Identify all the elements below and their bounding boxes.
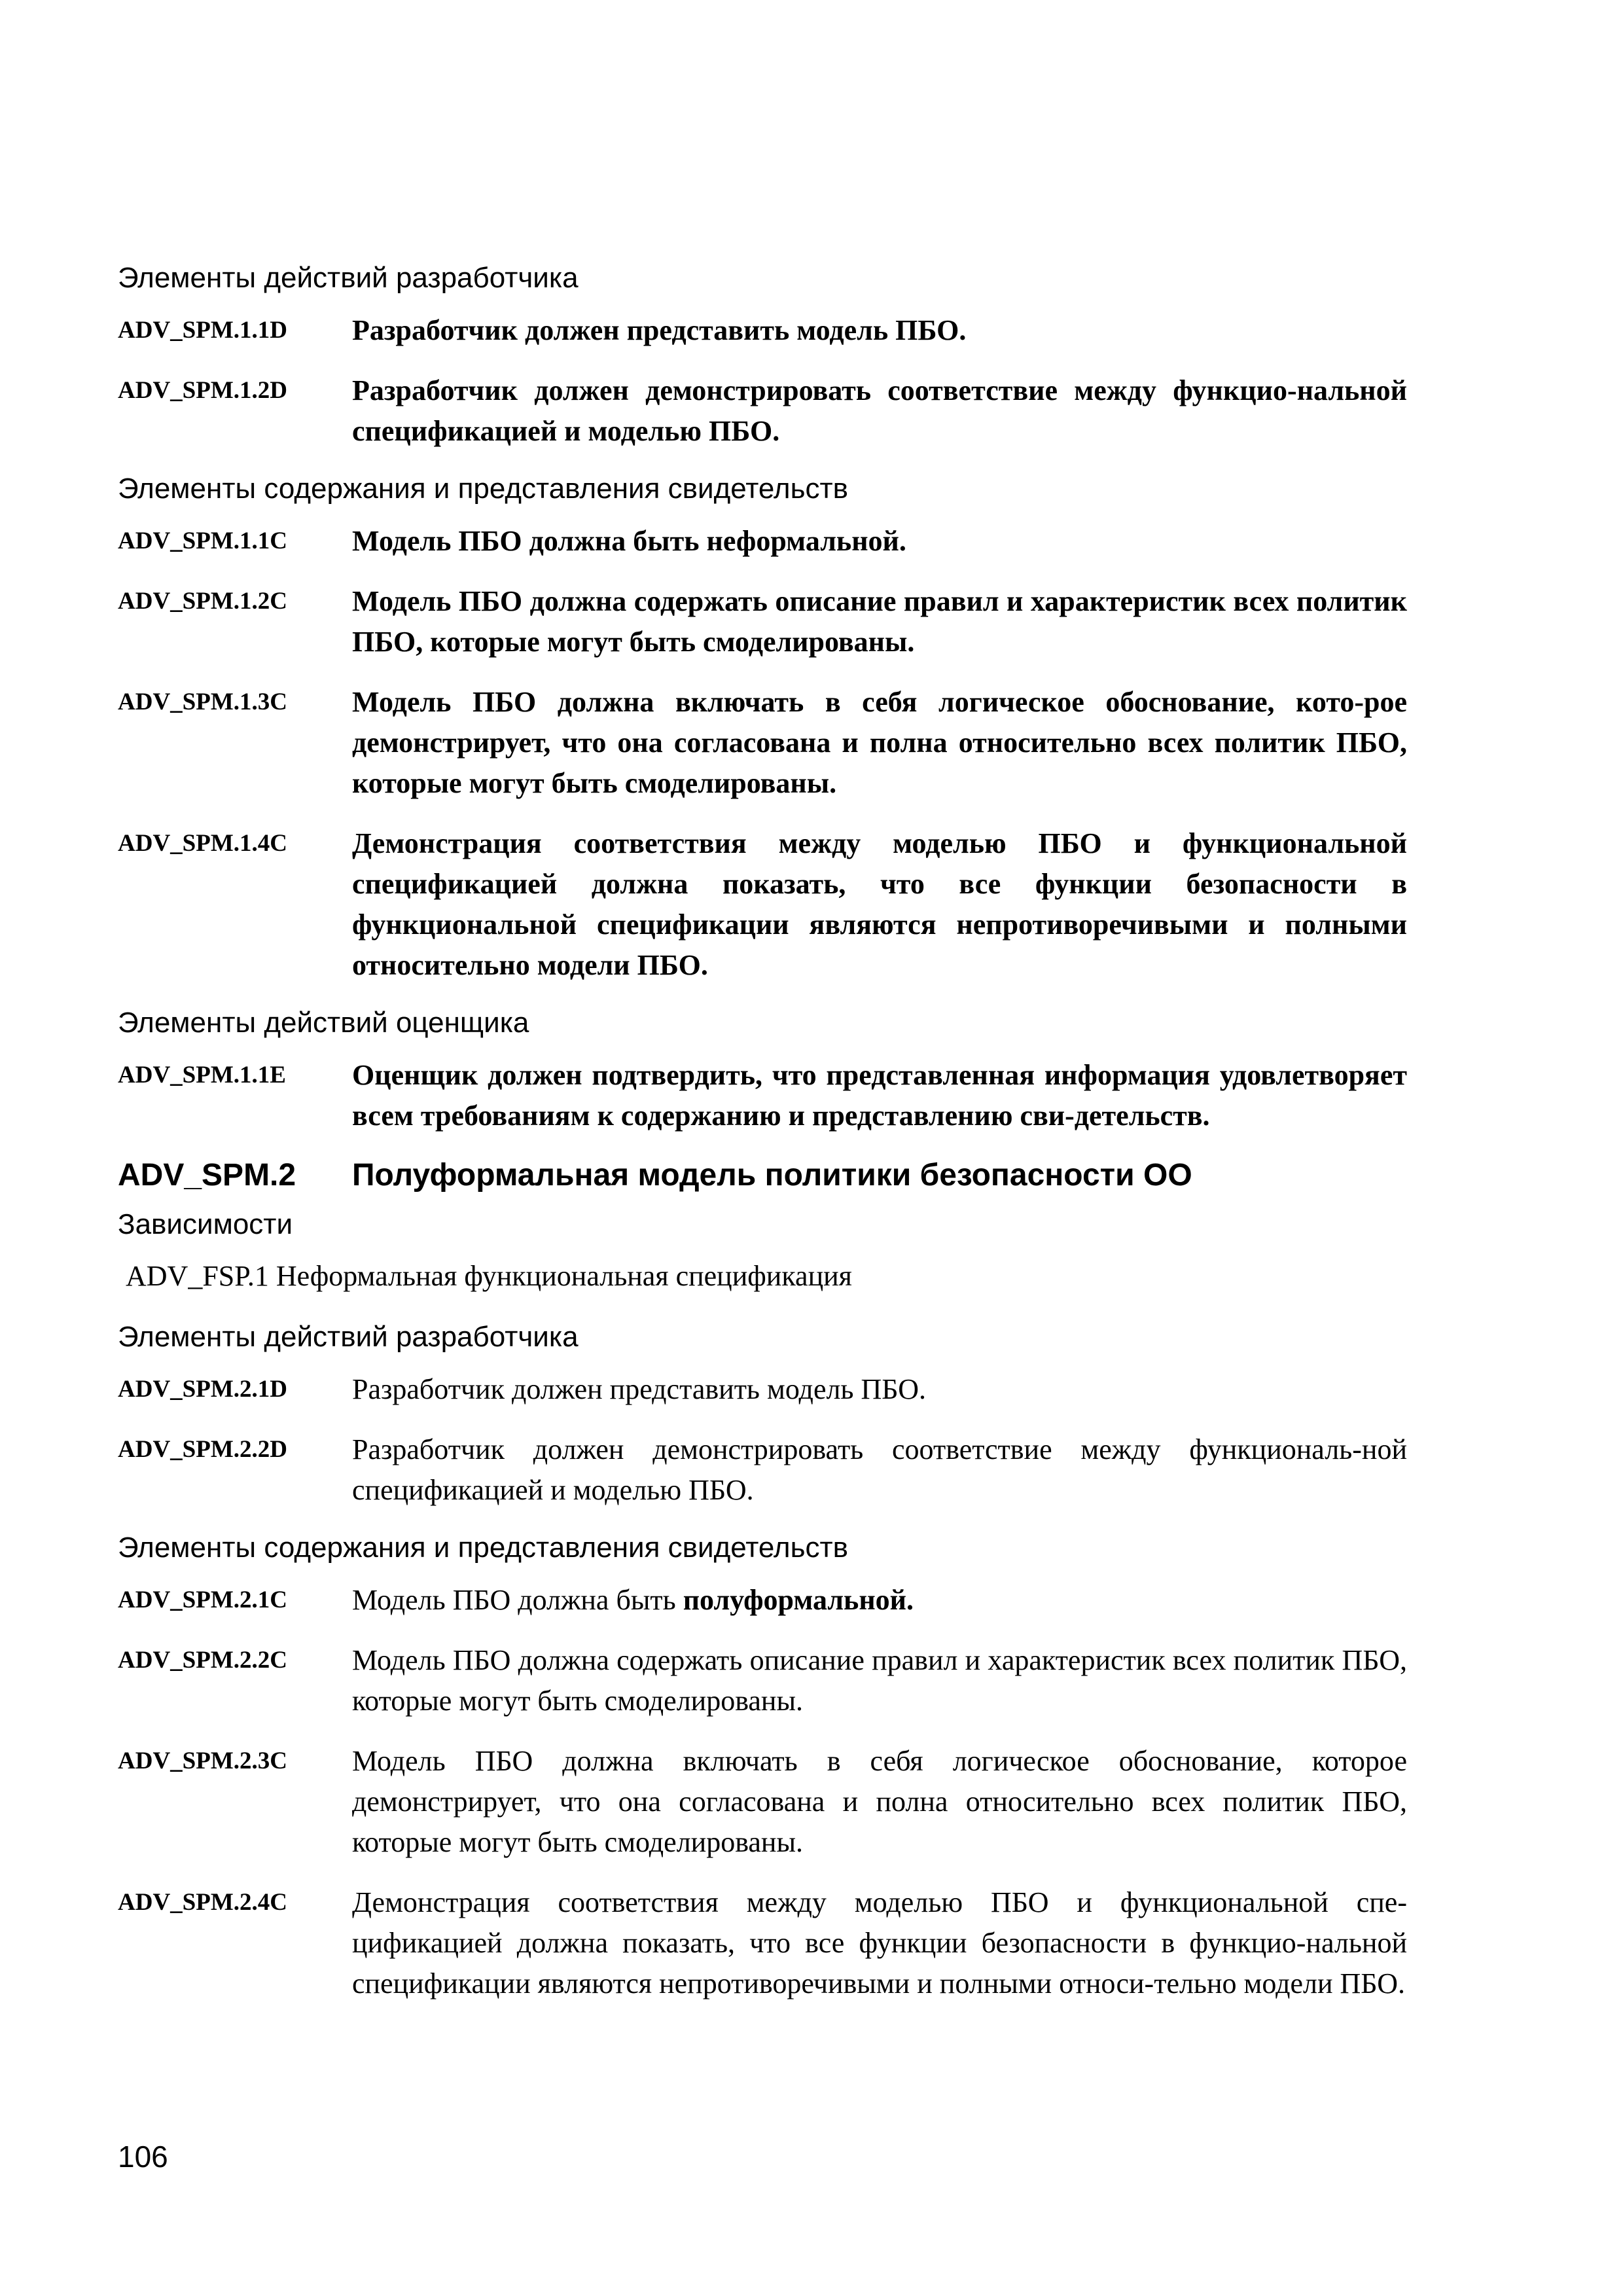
element-text: Модель ПБО должна включать в себя логическое обоснование, которое демонстрирует, что она согласована и полна относительно всех политик ПБО, которые могут быть смоделированы. xyxy=(352,1745,1407,1858)
element-row xyxy=(118,521,1407,562)
element-text: Модель ПБО должна быть неформальной. xyxy=(352,525,906,557)
component-heading xyxy=(118,1156,1407,1195)
element-row xyxy=(118,310,1407,351)
element-code: ADV_SPM.2.2C xyxy=(118,1647,287,1674)
element-row xyxy=(118,823,1407,986)
element-code: ADV_SPM.1.1C xyxy=(118,528,287,554)
dependency-text: ADV_FSP.1 Неформальная функциональная спецификация xyxy=(126,1260,852,1292)
section-heading-content: Элементы содержания и представления свидетельств xyxy=(118,1532,849,1564)
element-text: Демонстрация соответствия между моделью ПБО и функциональной спецификацией должна показать, что все функции безопасности в функциональной спецификации являются непротиворечивыми и полными относительно модели ПБО. xyxy=(352,827,1407,981)
component-code: ADV_SPM.2 xyxy=(118,1158,296,1193)
element-code: ADV_SPM.1.3C xyxy=(118,689,287,715)
element-text: Модель ПБО должна содержать описание правил и характеристик всех политик ПБО, которые могут быть смоделированы. xyxy=(352,1644,1407,1717)
section-heading-dependencies: Зависимости xyxy=(118,1208,293,1240)
element-text xyxy=(352,1580,1407,1621)
element-text: Модель ПБО должна включать в себя логическое обоснование, кото-рое демонстрирует, что она согласована и полна относительно всех политик ПБО, которые могут быть смоделированы. xyxy=(352,686,1407,799)
element-text: Разработчик должен демонстрировать соответствие между функцио-нальной спецификацией и моделью ПБО. xyxy=(352,374,1407,447)
element-text: Разработчик должен представить модель ПБО. xyxy=(352,1373,927,1405)
element-row xyxy=(118,370,1407,452)
element-code: ADV_SPM.1.1E xyxy=(118,1062,286,1088)
element-code: ADV_SPM.2.1D xyxy=(118,1376,287,1403)
element-text-regular: Модель ПБО должна быть xyxy=(352,1584,683,1616)
element-code: ADV_SPM.2.4C xyxy=(118,1889,287,1916)
element-text: Разработчик должен представить модель ПБО. xyxy=(352,314,967,346)
component-title: Полуформальная модель политики безопасности ОО xyxy=(352,1158,1192,1193)
element-code: ADV_SPM.2.3C xyxy=(118,1748,287,1774)
element-row xyxy=(118,581,1407,662)
element-text: Разработчик должен демонстрировать соответствие между функциональ-ной спецификацией и моделью ПБО. xyxy=(352,1433,1407,1506)
element-row xyxy=(118,1580,1407,1621)
element-code: ADV_SPM.2.2D xyxy=(118,1436,287,1463)
document-page xyxy=(118,260,1407,2024)
element-row xyxy=(118,1741,1407,1863)
element-code: ADV_SPM.1.1D xyxy=(118,317,287,344)
page-number: 106 xyxy=(118,2140,168,2174)
element-row xyxy=(118,1640,1407,1721)
element-code: ADV_SPM.1.2D xyxy=(118,377,287,404)
element-code: ADV_SPM.2.1C xyxy=(118,1587,287,1613)
element-text-emphasis: полуформальной. xyxy=(683,1584,914,1616)
section-heading-dev-actions: Элементы действий разработчика xyxy=(118,1321,579,1353)
section-heading-eval-actions: Элементы действий оценщика xyxy=(118,1007,529,1039)
element-code: ADV_SPM.1.2C xyxy=(118,588,287,615)
element-text: Оценщик должен подтвердить, что представленная информация удовлетворяет всем требованиям к содержанию и представлению сви-детельств. xyxy=(352,1059,1407,1132)
element-code: ADV_SPM.1.4C xyxy=(118,830,287,857)
element-row xyxy=(118,1369,1407,1410)
element-row xyxy=(118,1055,1407,1136)
element-row xyxy=(118,1882,1407,2004)
element-row xyxy=(118,682,1407,804)
section-heading-dev-actions: Элементы действий разработчика xyxy=(118,262,579,294)
element-text: Демонстрация соответствия между моделью ПБО и функциональной спе-цификацией должна показать, что все функции безопасности в функцио-нальной спецификации являются непротиворечивыми и полными относи-тельно модели ПБО. xyxy=(352,1886,1407,2000)
section-heading-content: Элементы содержания и представления свидетельств xyxy=(118,473,849,505)
element-text: Модель ПБО должна содержать описание правил и характеристик всех политик ПБО, которые могут быть смоделированы. xyxy=(352,585,1407,658)
element-row xyxy=(118,1429,1407,1511)
